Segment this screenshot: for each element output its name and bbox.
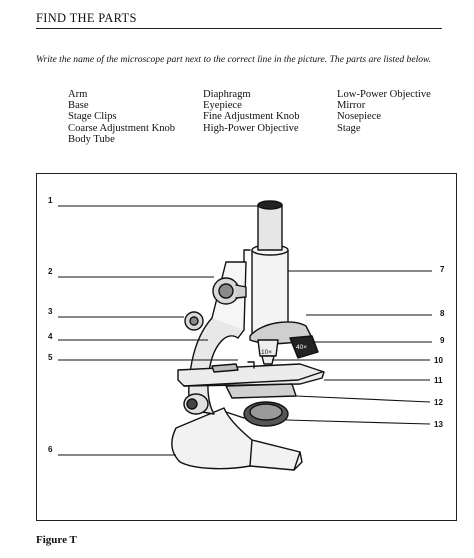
diaphragm [226, 384, 296, 398]
part-item: Coarse Adjustment Knob [68, 122, 176, 134]
low-power-mark: 10× [261, 349, 273, 356]
part-item: Low-Power Objective [337, 89, 431, 100]
label-10: 10 [434, 356, 443, 365]
label-9: 9 [440, 336, 445, 345]
part-item: Base [68, 100, 89, 112]
part-item: Stage [337, 122, 361, 134]
label-5: 5 [48, 353, 53, 362]
label-6: 6 [48, 445, 53, 454]
high-power-mark: 40× [296, 344, 308, 351]
part-item: Nosepiece [337, 111, 382, 123]
stage-clips [212, 364, 238, 372]
part-item: Mirror [337, 100, 366, 112]
part-item: Stage Clips [68, 111, 117, 123]
part-item: Body Tube [68, 133, 115, 145]
part-item: Arm [68, 89, 88, 100]
label-11: 11 [434, 376, 443, 385]
label-8: 8 [440, 309, 445, 318]
page-title: FIND THE PARTS [36, 11, 137, 25]
label-7: 7 [440, 265, 445, 274]
label-13: 13 [434, 420, 443, 429]
part-item: Diaphragm [203, 89, 251, 100]
label-2: 2 [48, 267, 53, 276]
figure-caption: Figure T [36, 534, 77, 546]
part-item: High-Power Objective [203, 122, 299, 134]
part-item: Eyepiece [203, 100, 242, 112]
instructions-text: Write the name of the microscope part next to the correct line in the picture. The parts are listed below. [36, 54, 432, 65]
part-item: Fine Adjustment Knob [203, 111, 300, 123]
label-12: 12 [434, 398, 443, 407]
eyepiece [258, 205, 282, 250]
label-1: 1 [48, 196, 53, 205]
label-4: 4 [48, 332, 53, 341]
label-3: 3 [48, 307, 53, 316]
